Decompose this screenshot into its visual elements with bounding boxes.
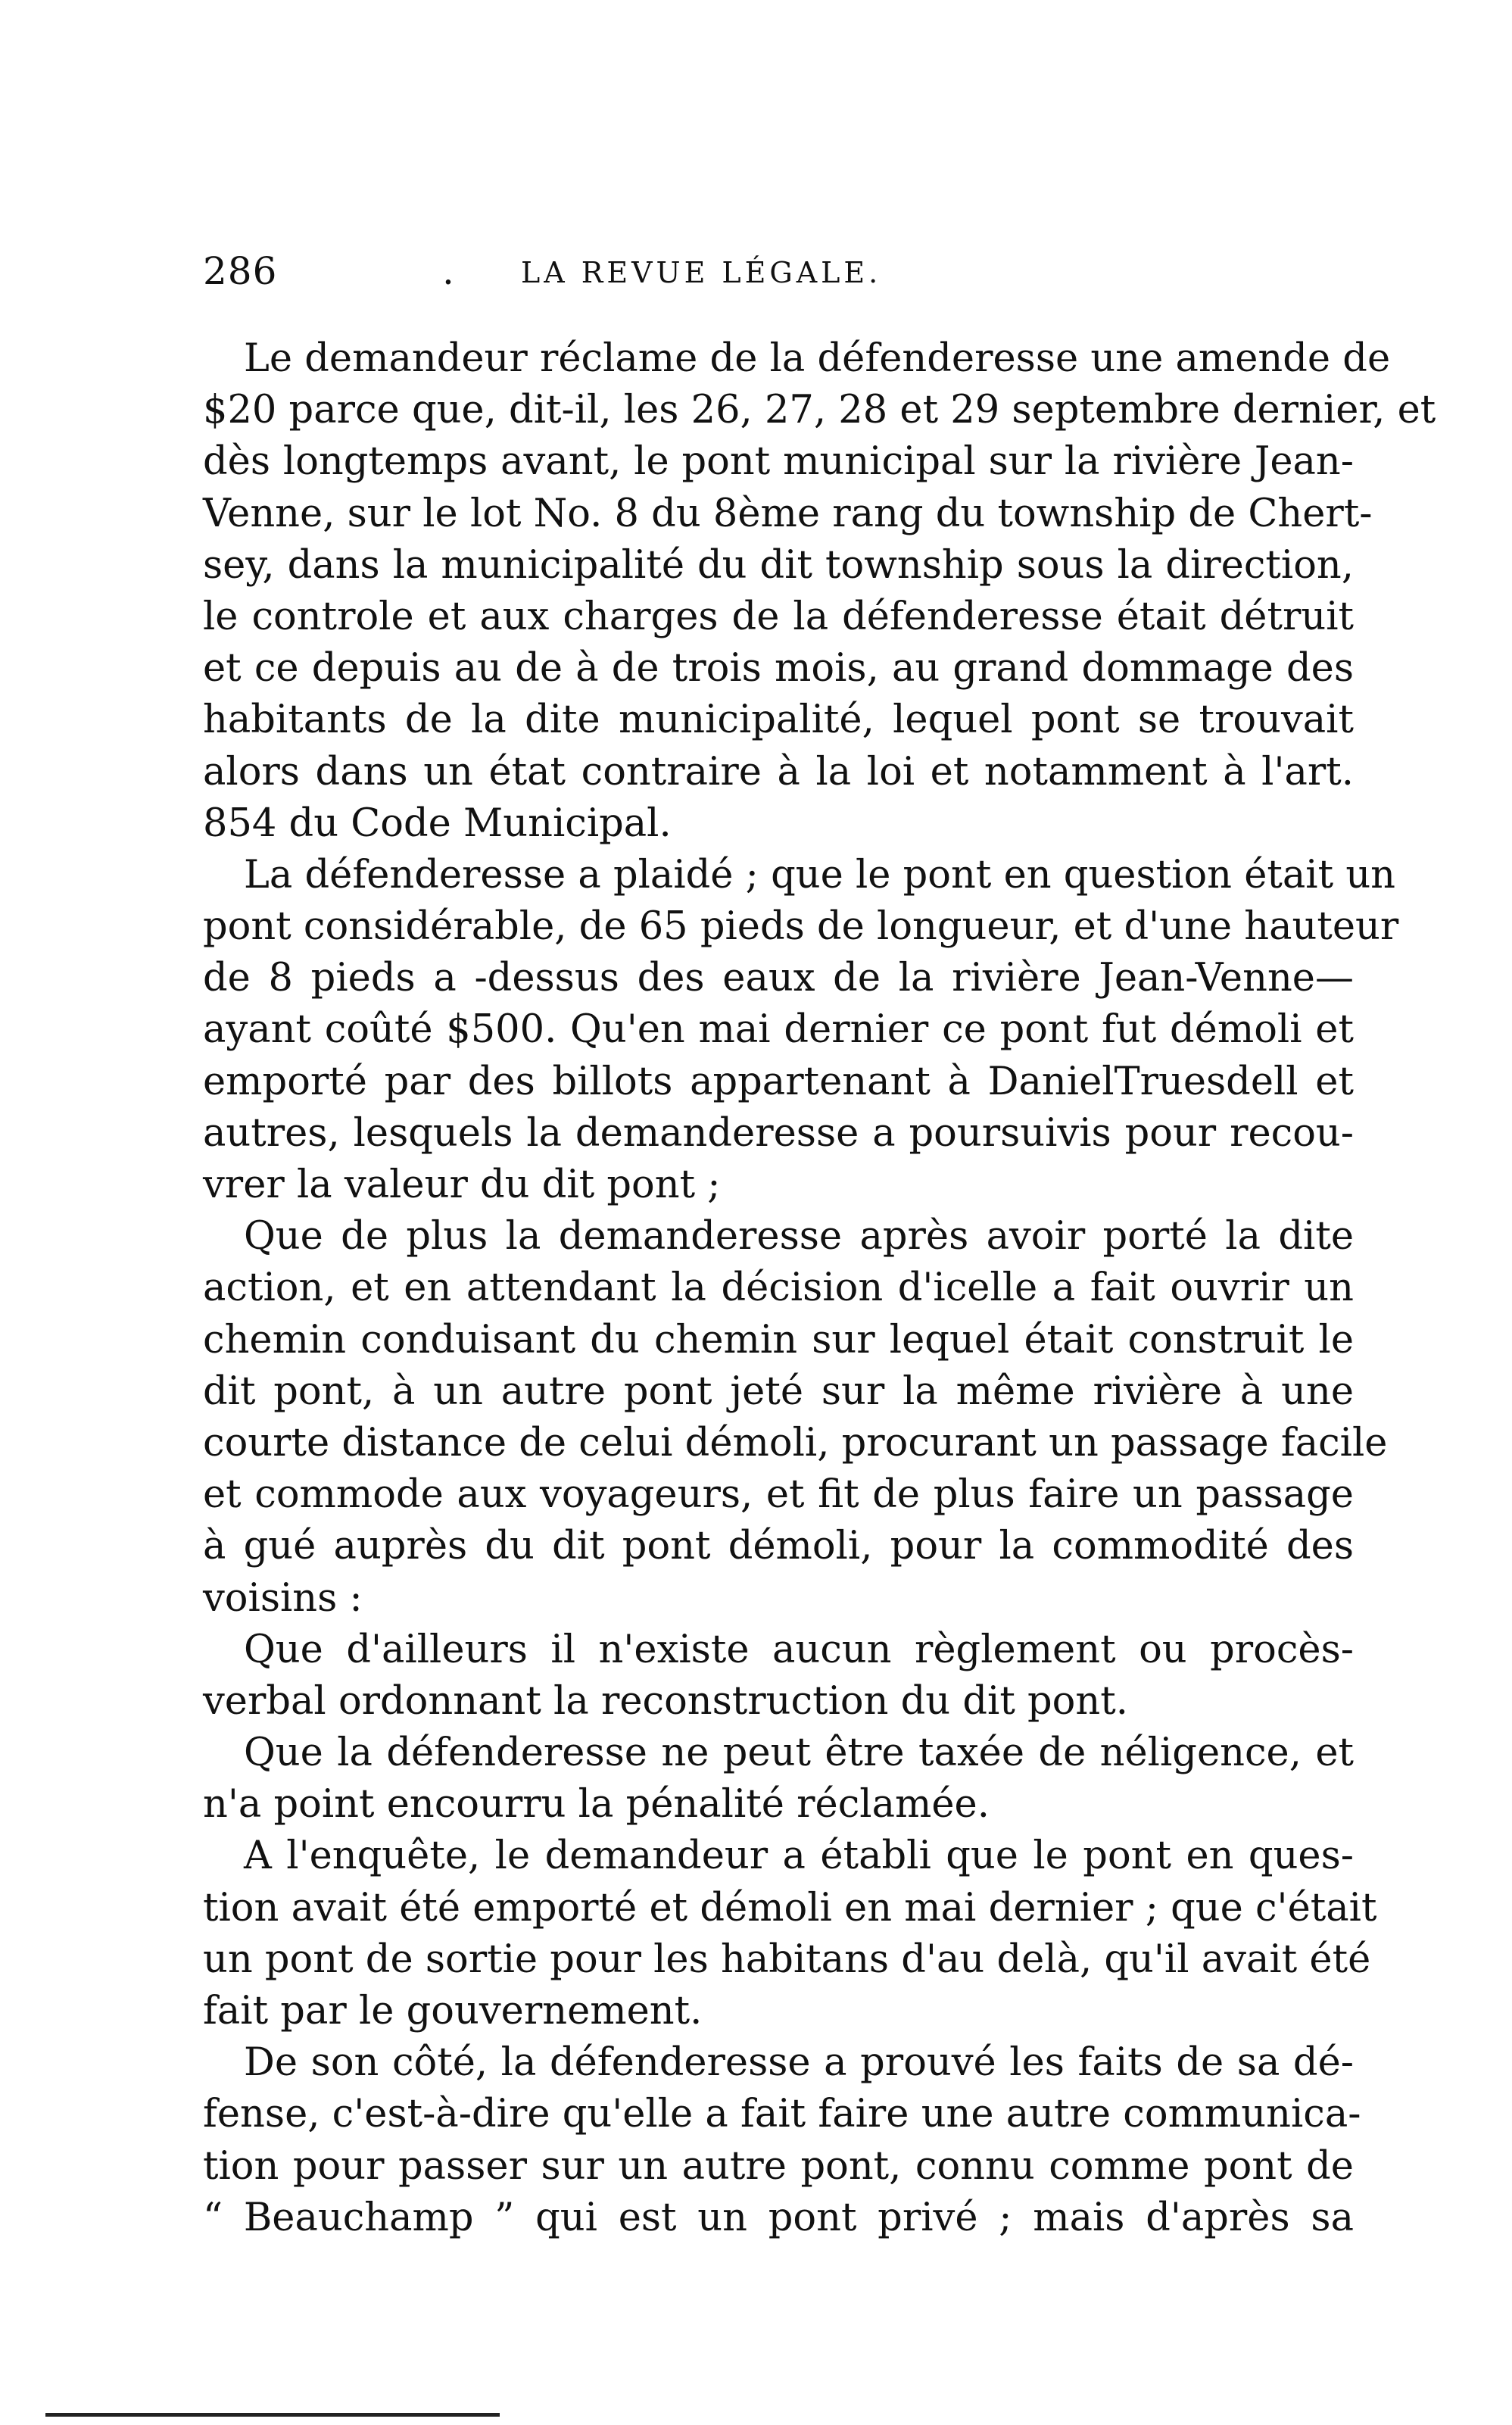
footer-rule: [45, 2413, 500, 2417]
text-line: “ Beauchamp ” qui est un pont privé ; mais d'après sa: [203, 2195, 1354, 2240]
text-line: et ce depuis au de à de trois mois, au grand dommage des: [203, 646, 1354, 691]
text-line: tion pour passer sur un autre pont, connu comme pont de: [203, 2143, 1354, 2189]
text-line: Le demandeur réclame de la défenderesse une amende de: [244, 336, 1391, 381]
text-line: 854 du Code Municipal.: [203, 801, 672, 846]
text-line: dit pont, à un autre pont jeté sur la même rivière à une: [203, 1369, 1354, 1414]
header-separator: .: [442, 249, 454, 293]
text-line: ayant coûté $500. Qu'en mai dernier ce pont fut démoli et: [203, 1007, 1354, 1053]
text-line: un pont de sortie pour les habitans d'au delà, qu'il avait été: [203, 1937, 1371, 1982]
text-line: dès longtemps avant, le pont municipal sur la rivière Jean-: [203, 439, 1354, 485]
page-header: [203, 248, 1354, 294]
text-line: alors dans un état contraire à la loi et notamment à l'art.: [203, 749, 1354, 794]
text-line: $20 parce que, dit-il, les 26, 27, 28 et 29 septembre dernier, et: [203, 388, 1436, 433]
text-line: A l'enquête, le demandeur a établi que le pont en ques-: [244, 1834, 1354, 1879]
text-line: sey, dans la municipalité du dit township sous la direction,: [203, 542, 1354, 588]
text-line: verbal ordonnant la reconstruction du dit pont.: [203, 1678, 1128, 1724]
page-number: 286: [203, 249, 278, 293]
text-line: fait par le gouvernement.: [203, 1989, 703, 2033]
text-line: habitants de la dite municipalité, lequel pont se trouvait: [203, 698, 1354, 743]
text-line: de 8 pieds a -dessus des eaux de la rivière Jean-Venne—: [203, 956, 1354, 1001]
text-line: emporté par des billots appartenant à DanielTruesdell et: [203, 1059, 1354, 1104]
body-text: [203, 333, 1436, 2244]
text-line: Que de plus la demanderesse après avoir porté la dite: [244, 1214, 1354, 1259]
text-line: De son côté, la défenderesse a prouvé les faits de sa dé-: [244, 2040, 1354, 2086]
text-line: vrer la valeur du dit pont ;: [203, 1163, 721, 1207]
text-line: voisins :: [203, 1575, 363, 1621]
text-line: et commode aux voyageurs, et fit de plus faire un passage: [203, 1472, 1354, 1518]
text-line: Que d'ailleurs il n'existe aucun règlement ou procès-: [244, 1627, 1354, 1672]
text-line: à gué auprès du dit pont démoli, pour la commodité des: [203, 1524, 1354, 1569]
text-line: La défenderesse a plaidé ; que le pont en question était un: [244, 852, 1396, 897]
text-line: chemin conduisant du chemin sur lequel était construit le: [203, 1317, 1354, 1362]
text-line: autres, lesquels la demanderesse a poursuivis pour recou-: [203, 1110, 1354, 1156]
text-line: action, et en attendant la décision d'icelle a fait ouvrir un: [203, 1266, 1354, 1311]
text-line: tion avait été emporté et démoli en mai dernier ; que c'était: [203, 1885, 1377, 1930]
text-line: pont considérable, de 65 pieds de longueur, et d'une hauteur: [203, 904, 1399, 950]
text-line: courte distance de celui démoli, procurant un passage facile: [203, 1420, 1388, 1465]
text-line: le controle et aux charges de la défenderesse était détruit: [203, 594, 1354, 639]
text-line: Venne, sur le lot No. 8 du 8ème rang du township de Chert-: [203, 491, 1373, 536]
text-line: n'a point encourru la pénalité réclamée.: [203, 1782, 990, 1827]
text-line: Que la défenderesse ne peut être taxée de néligence, et: [244, 1731, 1354, 1776]
text-line: fense, c'est-à-dire qu'elle a fait faire une autre communica-: [203, 2092, 1361, 2137]
running-head: LA REVUE LÉGALE.: [521, 256, 882, 289]
